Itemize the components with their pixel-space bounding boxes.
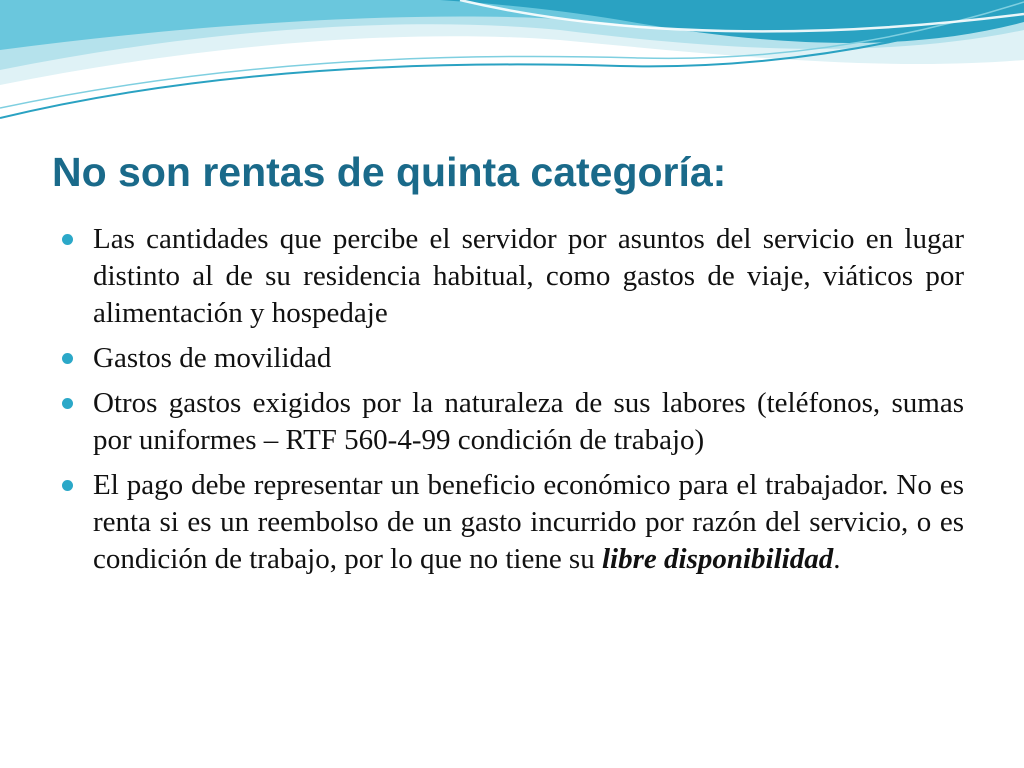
slide-title: No son rentas de quinta categoría: <box>52 149 727 195</box>
bullet-item <box>62 340 964 377</box>
bullet-icon <box>62 480 73 491</box>
bullet-icon <box>62 353 73 364</box>
bullet-suffix: . <box>833 543 841 575</box>
bullet-text: El pago debe representar un beneficio económico para el trabajador. No es renta si es un reembolso de un gasto incurrido por razón del servicio, o es condición de trabajo, por lo que no tiene su <box>93 469 964 575</box>
header-wave-decoration <box>0 0 1024 130</box>
bullet-text: Las cantidades que percibe el servidor por asuntos del servicio en lugar distinto al de su residencia habitual, como gastos de viaje, viáticos por alimentación y hospedaje <box>93 223 964 329</box>
bullet-text: Otros gastos exigidos por la naturaleza de sus labores (teléfonos, sumas por uniformes – RTF 560-4-99 condición de trabajo) <box>93 387 964 456</box>
bullet-list <box>62 221 964 586</box>
bullet-icon <box>62 234 73 245</box>
bullet-item <box>62 467 964 578</box>
bullet-text: Gastos de movilidad <box>93 342 332 374</box>
bullet-emphasis: libre disponibilidad <box>601 543 834 575</box>
bullet-item <box>62 221 964 332</box>
bullet-icon <box>62 398 73 409</box>
bullet-item <box>62 385 964 459</box>
